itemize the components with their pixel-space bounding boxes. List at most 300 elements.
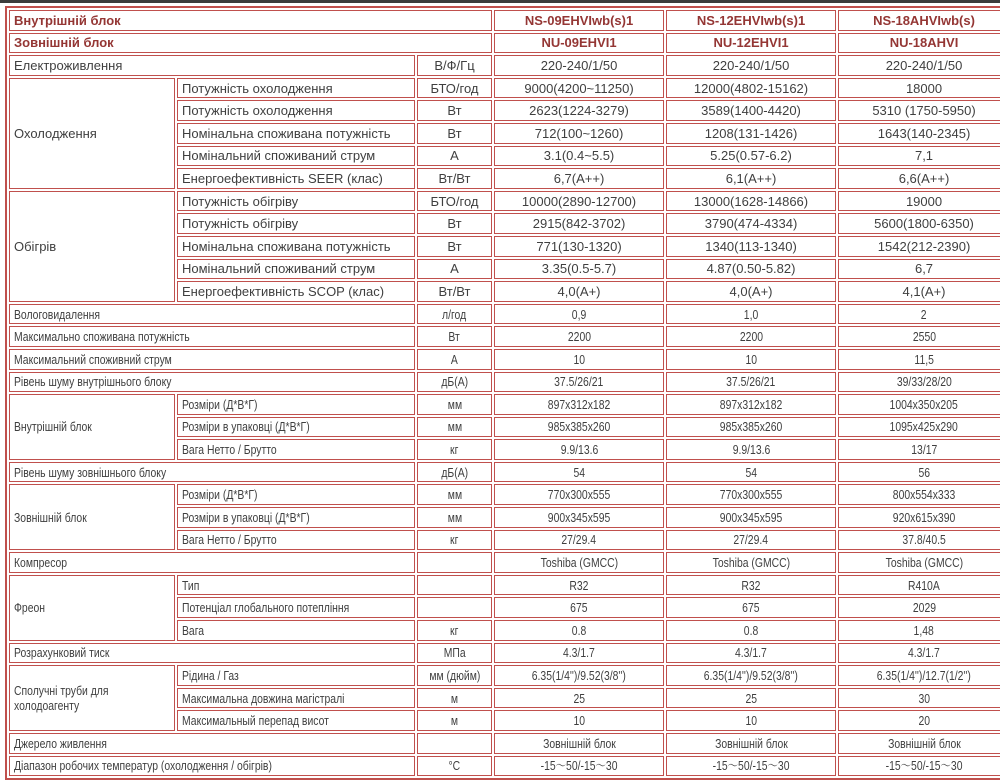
cell-text: Вт/Вт [438,283,471,299]
unit-cell [417,236,492,257]
cell-text: мм [447,419,462,435]
cell-text: °C [448,758,461,774]
cell-text: 3.35(0.5-5.7) [541,261,617,277]
parameter-label-cell [177,484,415,505]
value-cell [666,756,836,777]
value-cell [494,484,664,505]
value-cell [666,484,836,505]
cell-text: 6,6(A++) [898,170,950,186]
unit-cell [417,146,492,167]
cell-text: 37.5/26/21 [554,374,604,390]
table-row [9,575,1000,596]
value-cell [494,643,664,664]
parameter-label-cell [9,10,492,31]
value-cell [494,439,664,460]
cell-text: Рівень шуму внутрішнього блоку [14,374,172,390]
value-cell [838,146,1000,167]
cell-text: 39/33/28/20 [896,374,952,390]
cell-text: 1,48 [913,622,935,638]
table-row [9,733,1000,754]
value-cell [838,394,1000,415]
cell-text: Рідина / Газ [182,668,239,684]
cell-text: 712(100~1260) [534,125,624,141]
value-cell [838,123,1000,144]
cell-text: NU-09EHVI1 [541,35,617,51]
value-cell [838,349,1000,370]
cell-text: 4,0(A+) [729,283,773,299]
cell-text: 0.8 [571,622,587,638]
cell-text: 4,0(A+) [557,283,601,299]
cell-text: 0,9 [571,306,587,322]
unit-cell [417,665,492,686]
value-cell [838,236,1000,257]
cell-text: Внутрішній блок [14,419,92,435]
parameter-label-cell [177,281,415,302]
cell-text: Вт [447,125,462,141]
value-cell [494,394,664,415]
unit-cell [417,372,492,393]
value-cell [838,55,1000,76]
value-cell [838,462,1000,483]
value-cell [494,191,664,212]
value-cell [666,733,836,754]
cell-text: 1095x425x290 [889,419,959,435]
value-cell [666,55,836,76]
table-row [9,33,1000,54]
unit-cell [417,439,492,460]
table-row [9,643,1000,664]
value-cell [666,620,836,641]
value-cell [666,688,836,709]
cell-text: кг [450,442,459,458]
cell-text: 0.8 [743,622,759,638]
cell-text: Потужність обігріву [182,193,299,209]
value-cell [838,417,1000,438]
unit-cell [417,259,492,280]
cell-text: 25 [745,690,757,706]
cell-text: 10 [745,713,757,729]
value-cell [838,733,1000,754]
cell-text: 25 [573,690,585,706]
parameter-label-cell [177,259,415,280]
value-cell [494,620,664,641]
cell-text: 2550 [912,329,936,345]
value-cell [838,213,1000,234]
value-cell [838,168,1000,189]
value-cell [494,507,664,528]
cell-text: Номінальна споживана потужність [182,125,391,141]
parameter-label-cell [177,78,415,99]
table-row [9,394,1000,415]
cell-text: 920x615x390 [892,509,956,525]
unit-cell [417,733,492,754]
cell-text: м [450,690,459,706]
group-label-cell [9,665,175,731]
cell-text: 5.25(0.57-6.2) [710,148,792,164]
cell-text: NS-12EHVIwb(s)1 [696,12,806,28]
cell-text: 18000 [905,80,943,96]
cell-text: 2 [921,306,927,322]
cell-text: Зовнішній блок [14,35,114,51]
cell-text: Енергоефективність SEER (клас) [182,170,383,186]
cell-text: мм (дюйм) [429,668,480,684]
value-cell [666,552,836,573]
cell-text: Потужність охолодження [182,103,333,119]
unit-cell [417,304,492,325]
cell-text: 9.9/13.6 [732,442,770,458]
value-cell [494,530,664,551]
cell-text: Розміри в упаковці (Д*В*Г) [182,419,310,435]
unit-cell [417,55,492,76]
cell-text: 6,7(A++) [553,170,605,186]
cell-text: 900x345x595 [547,509,611,525]
cell-text: 20 [918,713,930,729]
cell-text: БТО/год [430,80,479,96]
cell-text: Вага [182,622,205,638]
parameter-label-cell [9,349,415,370]
value-cell [666,146,836,167]
cell-text: мм [447,509,462,525]
cell-text: 1542(212-2390) [877,238,971,254]
unit-cell [417,349,492,370]
cell-text: Обігрів [14,238,57,254]
value-cell [838,33,1000,54]
unit-cell [417,552,492,573]
cell-text: Розміри в упаковці (Д*В*Г) [182,509,310,525]
cell-text: Вага Нетто / Брутто [182,532,277,548]
value-cell [838,507,1000,528]
value-cell [838,326,1000,347]
value-cell [494,168,664,189]
parameter-label-cell [177,168,415,189]
cell-text: 3790(474-4334) [704,216,798,232]
cell-text: 1340(113-1340) [705,238,797,254]
cell-text: Охолодження [14,125,97,141]
cell-text: Максимальний споживний струм [14,351,172,367]
cell-text: Компресор [14,555,68,571]
value-cell [494,78,664,99]
cell-text: Розміри (Д*В*Г) [182,396,258,412]
cell-text: Максимальна довжина магістралі [182,690,345,706]
parameter-label-cell [177,575,415,596]
parameter-label-cell [9,462,415,483]
group-label-cell [9,575,175,641]
value-cell [838,688,1000,709]
cell-text: Діапазон робочих температур (охолодження / обігрів) [14,758,272,774]
value-cell [838,530,1000,551]
cell-text: 220-240/1/50 [885,57,963,73]
cell-text: Внутрішній блок [14,12,121,28]
unit-cell [417,100,492,121]
cell-text: 220-240/1/50 [540,57,618,73]
cell-text: 2200 [739,329,763,345]
value-cell [494,236,664,257]
cell-text: Зовнішній блок [887,735,961,751]
value-cell [494,372,664,393]
cell-text: Потужність обігріву [182,216,299,232]
group-label-cell [9,484,175,550]
cell-text: мм [447,396,462,412]
value-cell [494,10,664,31]
value-cell [838,620,1000,641]
value-cell [838,10,1000,31]
spec-sheet [0,3,1000,780]
cell-text: 1,0 [743,306,759,322]
value-cell [838,552,1000,573]
cell-text: 37.5/26/21 [726,374,776,390]
value-cell [666,394,836,415]
value-cell [666,191,836,212]
cell-text: 675 [742,600,760,616]
cell-text: 4.3/1.7 [563,645,595,661]
value-cell [494,259,664,280]
table-row [9,372,1000,393]
value-cell [494,597,664,618]
cell-text: Toshiba (GMCC) [885,555,963,571]
unit-cell [417,756,492,777]
parameter-label-cell [9,304,415,325]
cell-text: 4.87(0.50-5.82) [706,261,796,277]
unit-cell [417,575,492,596]
value-cell [838,710,1000,731]
parameter-label-cell [177,417,415,438]
cell-text: -15～50/-15～30 [540,758,618,774]
value-cell [666,123,836,144]
value-cell [838,484,1000,505]
unit-cell [417,597,492,618]
parameter-label-cell [9,643,415,664]
cell-text: Потужність охолодження [182,80,333,96]
cell-text: кг [450,622,459,638]
value-cell [666,372,836,393]
table-row [9,349,1000,370]
table-row [9,484,1000,505]
value-cell [666,33,836,54]
cell-text: 11,5 [914,351,934,367]
parameter-label-cell [177,530,415,551]
value-cell [494,33,664,54]
value-cell [838,597,1000,618]
cell-text: 9.9/13.6 [560,442,598,458]
cell-text: мм [447,487,462,503]
unit-cell [417,417,492,438]
group-label-cell [9,191,175,302]
table-row [9,10,1000,31]
value-cell [666,168,836,189]
unit-cell [417,484,492,505]
value-cell [838,439,1000,460]
cell-text: Рівень шуму зовнішнього блоку [14,464,167,480]
table-row [9,552,1000,573]
parameter-label-cell [9,372,415,393]
cell-text: 2200 [567,329,591,345]
cell-text: 13/17 [910,442,938,458]
cell-text: 6.35(1/4'')/12.7(1/2'') [876,668,972,684]
cell-text: 1643(140-2345) [877,125,971,141]
cell-text: 985x385x260 [719,419,783,435]
cell-text: Toshiba (GMCC) [712,555,790,571]
cell-text: А [450,148,459,164]
cell-text: 6.35(1/4'')/9.52(3/8'') [703,668,799,684]
unit-cell [417,710,492,731]
cell-text: R32 [741,577,761,593]
parameter-label-cell [9,55,415,76]
value-cell [666,78,836,99]
cell-text: Джерело живлення [14,735,107,751]
cell-text: 985x385x260 [547,419,611,435]
value-cell [494,756,664,777]
cell-text: -15～50/-15～30 [885,758,963,774]
cell-text: 800x554x333 [892,487,956,503]
cell-text: Вт [448,329,461,345]
value-cell [666,10,836,31]
cell-text: 770x300x555 [719,487,783,503]
table-row [9,191,1000,212]
value-cell [494,146,664,167]
cell-text: Вт/Вт [438,170,471,186]
spec-table [5,6,1000,780]
value-cell [666,439,836,460]
value-cell [838,78,1000,99]
cell-text: Toshiba (GMCC) [540,555,618,571]
value-cell [666,213,836,234]
value-cell [494,552,664,573]
unit-cell [417,620,492,641]
cell-text: 7,1 [914,148,934,164]
cell-text: 27/29.4 [733,532,769,548]
value-cell [494,688,664,709]
value-cell [838,281,1000,302]
cell-text: 897x312x182 [719,396,783,412]
cell-text: В/Ф/Гц [434,57,475,73]
unit-cell [417,326,492,347]
cell-text: Максимальный перепад висот [182,713,329,729]
unit-cell [417,688,492,709]
unit-cell [417,394,492,415]
cell-text: Зовнішній блок [714,735,788,751]
value-cell [494,733,664,754]
cell-text: 2029 [912,600,936,616]
parameter-label-cell [177,213,415,234]
value-cell [494,326,664,347]
value-cell [838,372,1000,393]
cell-text: 2623(1224-3279) [529,103,629,119]
unit-cell [417,78,492,99]
parameter-label-cell [177,191,415,212]
unit-cell [417,507,492,528]
cell-text: Енергоефективність SCOP (клас) [182,283,385,299]
cell-text: 771(130-1320) [536,238,622,254]
cell-text: Електроживлення [14,57,123,73]
parameter-label-cell [9,326,415,347]
parameter-label-cell [9,552,415,573]
table-row [9,756,1000,777]
cell-text: м [450,713,459,729]
value-cell [666,575,836,596]
value-cell [666,304,836,325]
cell-text: -15～50/-15～30 [712,758,790,774]
cell-text: 4,1(A+) [902,283,946,299]
cell-text: 4.3/1.7 [908,645,940,661]
cell-text: 770x300x555 [547,487,611,503]
value-cell [494,462,664,483]
value-cell [838,100,1000,121]
parameter-label-cell [177,100,415,121]
cell-text: 1004x350x205 [889,396,959,412]
value-cell [666,236,836,257]
value-cell [666,597,836,618]
cell-text: 6.35(1/4'')/9.52(3/8'') [531,668,627,684]
parameter-label-cell [177,439,415,460]
unit-cell [417,213,492,234]
cell-text: Фреон [14,600,46,616]
unit-cell [417,462,492,483]
table-row [9,304,1000,325]
parameter-label-cell [177,597,415,618]
group-label-cell [9,78,175,189]
value-cell [494,281,664,302]
cell-text: 10 [745,351,757,367]
cell-text: 10 [573,713,585,729]
value-cell [666,326,836,347]
value-cell [666,462,836,483]
cell-text: NS-18AHVIwb(s) [873,12,975,28]
cell-text: 12000(4802-15162) [693,80,809,96]
cell-text: Зовнішній блок [542,735,616,751]
cell-text: 897x312x182 [547,396,611,412]
value-cell [838,643,1000,664]
value-cell [494,349,664,370]
value-cell [494,100,664,121]
unit-cell [417,530,492,551]
value-cell [494,123,664,144]
table-row [9,665,1000,686]
cell-text: МПа [443,645,466,661]
value-cell [666,530,836,551]
parameter-label-cell [177,394,415,415]
value-cell [838,259,1000,280]
cell-text: Вага Нетто / Брутто [182,442,277,458]
parameter-label-cell [177,710,415,731]
value-cell [838,304,1000,325]
value-cell [838,575,1000,596]
cell-text: Розміри (Д*В*Г) [182,487,258,503]
value-cell [666,100,836,121]
cell-text: Номінальний споживаний струм [182,148,376,164]
cell-text: Розрахунковий тиск [14,645,110,661]
parameter-label-cell [177,620,415,641]
cell-text: 5600(1800-6350) [874,216,974,232]
value-cell [494,710,664,731]
value-cell [494,665,664,686]
table-row [9,78,1000,99]
parameter-label-cell [9,33,492,54]
cell-text: кг [450,532,459,548]
value-cell [494,304,664,325]
cell-text: Вт [447,216,462,232]
value-cell [666,710,836,731]
cell-text: 4.3/1.7 [735,645,767,661]
cell-text: 3.1(0.4~5.5) [543,148,615,164]
cell-text: 54 [573,464,585,480]
cell-text: 19000 [905,193,943,209]
cell-text: 220-240/1/50 [712,57,790,73]
table-row [9,55,1000,76]
parameter-label-cell [9,756,415,777]
cell-text: 56 [918,464,930,480]
cell-text: 30 [918,690,930,706]
group-label-cell [9,394,175,460]
